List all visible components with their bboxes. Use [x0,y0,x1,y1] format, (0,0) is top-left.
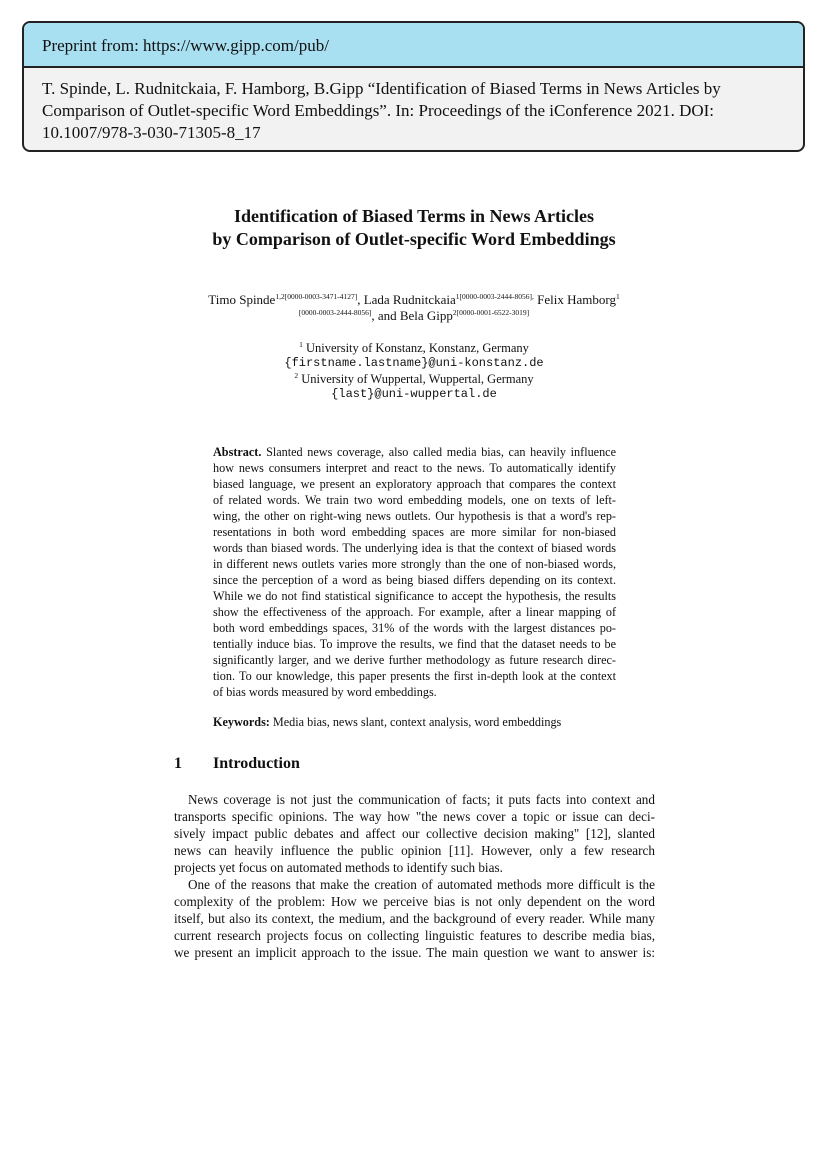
author-orcid: 1[0000-0003-2444-8056], [455,292,534,301]
author-affil-mark: 1 [615,292,620,301]
citation-line: T. Spinde, L. Rudnitckaia, F. Hamborg, B.Gipp “Identification of Biased Terms in News Articles by [42,79,721,98]
body-line: News coverage is not just the communication of facts; it puts facts into context and [188,792,655,807]
abstract-line: significantly larger, and we derive further methodology as future research direc- [213,653,616,667]
keywords [213,714,616,730]
author-name: Timo Spinde [208,292,276,307]
affiliation-1 [150,340,678,356]
author-name: Felix Hamborg [533,292,616,307]
affil-mark: 2 [294,371,299,380]
keywords-text: Media bias, news slant, context analysis, word embeddings [269,715,562,729]
abstract [213,444,616,700]
abstract-line: biased language, we present an exploratory approach that compares the context [213,477,616,491]
title-line: by Comparison of Outlet-specific Word Embeddings [212,229,616,249]
abstract-line: tentially induce bias. To improve the results, we find that the dataset needs to be [213,637,616,651]
body-line: complexity of the problem: How we perceive bias is not only dependent on the word [174,894,655,909]
affiliation-2 [150,371,678,387]
section-heading [174,755,300,773]
body-line: projects yet focus on automated methods to identify such bias. [174,860,503,875]
citation-line: 10.1007/978-3-030-71305-8_17 [42,123,261,142]
author-orcid: 1,2[0000-0003-3471-4127] [275,292,358,301]
abstract-line: of related words. We train two word embedding models, one on texts of left- [213,493,616,507]
abstract-line: words than biased words. The underlying idea is that the context of biased words [213,541,616,555]
abstract-line: of bias words measured by word embeddings. [213,685,437,699]
author-orcid: 2[0000-0001-6522-3019] [452,308,530,317]
paper-title [150,205,678,251]
abstract-line: how news consumers interpret and react to the news. To automatically identify [213,461,616,475]
author-orcid: [0000-0003-2444-8056] [298,308,372,317]
body-line: news can heavily influence the public opinion [11]. However, only a few research [174,843,655,858]
section-number: 1 [174,755,182,772]
abstract-line: tion. To our knowledge, this paper presents the first in-depth look at the context [213,669,616,683]
citation-line: Comparison of Outlet-specific Word Embeddings”. In: Proceedings of the iConference 2021. DOI: [42,101,715,120]
preprint-citation [24,68,803,144]
abstract-line: in different news outlets varies more strongly than the one of non-biased words, [213,557,616,571]
preprint-notice-box [22,21,805,152]
abstract-line: show the effectiveness of the approach. For example, after a linear mapping of [213,605,616,619]
body-line: transports specific opinions. The way how "the news cover a topic or issue can deci- [174,809,655,824]
section-title: Introduction [213,755,300,772]
body-line: we present an implicit approach to the issue. The main question we want to answer is: [174,945,655,960]
abstract-line: wing, the other on right-wing news outlets. Our hypothesis is that a word's rep- [213,509,616,523]
author-list [175,292,653,324]
affil-mark: 1 [299,340,303,349]
author-name: , and Bela Gipp [371,308,453,323]
body-line: One of the reasons that make the creation of automated methods more difficult is the [188,877,655,892]
abstract-line: both word embeddings spaces, 31% of the words with the largest distances po- [213,621,616,635]
body-line: current research projects focus on collecting linguistic features to describe media bias, [174,928,655,943]
affiliation-1-email: {firstname.lastname}@uni-konstanz.de [284,356,544,370]
body-line: sively impact public debates and affect our collective decision making" [12], slanted [174,826,655,841]
abstract-line: since the perception of a word as being biased differs depending on its context. [213,573,616,587]
affil-text: University of Wuppertal, Wuppertal, Germany [298,372,534,386]
author-name: , Lada Rudnitckaia [357,292,456,307]
body-line: itself, but also its context, the medium, and the background of every reader. While many [174,911,655,926]
preprint-header: Preprint from: https://www.gipp.com/pub/ [24,23,803,68]
affil-text: University of Konstanz, Konstanz, Germany [302,341,529,355]
affiliation-2-email: {last}@uni-wuppertal.de [331,387,497,401]
abstract-line: Slanted news coverage, also called media bias, can heavily influence [261,445,616,459]
abstract-line: While we do not find statistical significance to accept the hypothesis, the results [213,589,616,603]
introduction-body [174,791,655,961]
abstract-label: Abstract. [213,445,262,459]
title-line: Identification of Biased Terms in News Articles [234,206,594,226]
abstract-line: resentations in both word embedding spaces are more similar for non-biased [213,525,616,539]
keywords-label: Keywords: [213,715,270,729]
